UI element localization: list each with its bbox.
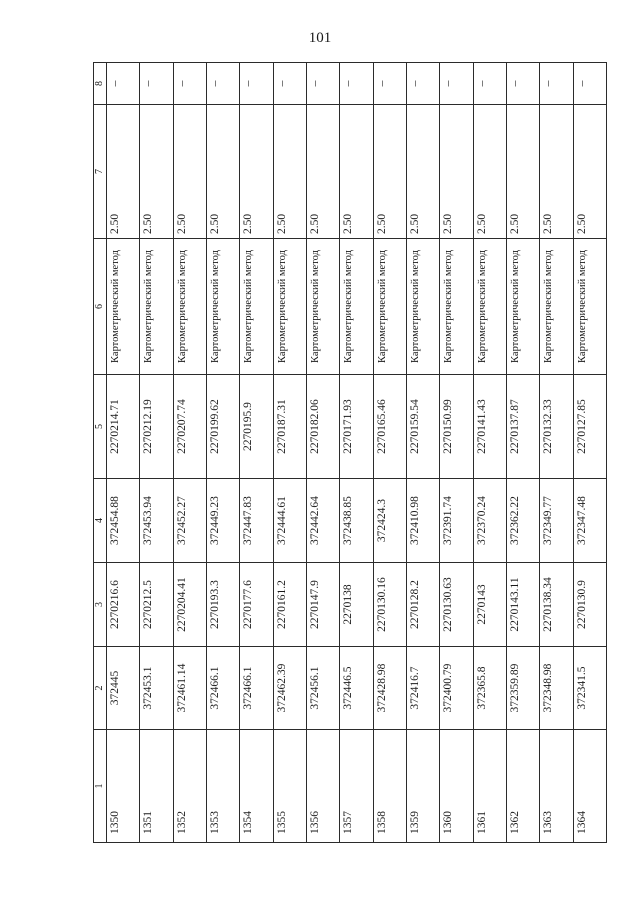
column-header: 6	[94, 239, 107, 375]
column-header: 2	[94, 647, 107, 730]
table-cell: 372456.1	[306, 647, 339, 730]
table-cell: 372444.61	[273, 479, 306, 563]
table-cell: 372349.77	[540, 479, 573, 563]
table-cell: 1361	[473, 730, 506, 843]
table-row	[373, 63, 406, 843]
table-cell: 2.50	[440, 105, 473, 239]
table-cell: Картометрический метод	[573, 239, 606, 375]
table-cell: –	[273, 63, 306, 105]
table-cell: –	[406, 63, 439, 105]
table-cell: 2270128.2	[406, 563, 439, 647]
table-cell: 372391.74	[440, 479, 473, 563]
table-cell: 372341.5	[573, 647, 606, 730]
table-cell: 2270141.43	[473, 375, 506, 479]
table-cell: 2.50	[306, 105, 339, 239]
table-row	[306, 63, 339, 843]
table-cell: 2270161.2	[273, 563, 306, 647]
table-cell: 2270150.99	[440, 375, 473, 479]
table-cell: 2270138.34	[540, 563, 573, 647]
table-cell: 1350	[107, 730, 140, 843]
table-row	[107, 63, 140, 843]
table-cell: 2.50	[173, 105, 206, 239]
table-cell: –	[473, 63, 506, 105]
coordinates-table	[93, 62, 607, 843]
table-cell: 372442.64	[306, 479, 339, 563]
table-cell: 372453.94	[140, 479, 173, 563]
page-number: 101	[308, 30, 332, 46]
table-cell: 372438.85	[340, 479, 373, 563]
table-cell: 372462.39	[273, 647, 306, 730]
table-cell: –	[340, 63, 373, 105]
table-cell: 2270130.9	[573, 563, 606, 647]
table-cell: 2270130.63	[440, 563, 473, 647]
table-cell: 2.50	[506, 105, 539, 239]
table-cell: 2.50	[107, 105, 140, 239]
table-cell: 372445	[107, 647, 140, 730]
table-cell: 372461.14	[173, 647, 206, 730]
column-header: 4	[94, 479, 107, 563]
table-cell: 2270212.19	[140, 375, 173, 479]
table-cell: 2270130.16	[373, 563, 406, 647]
table-cell: 2270137.87	[506, 375, 539, 479]
column-header: 5	[94, 375, 107, 479]
column-header: 1	[94, 730, 107, 843]
table-cell: 1357	[340, 730, 373, 843]
table-cell: 2270182.06	[306, 375, 339, 479]
table-cell: 2270187.31	[273, 375, 306, 479]
table-cell: 2270212.5	[140, 563, 173, 647]
table-cell: 1363	[540, 730, 573, 843]
table-cell: 1351	[140, 730, 173, 843]
table-row	[206, 63, 239, 843]
table-cell: 1359	[406, 730, 439, 843]
table-row	[273, 63, 306, 843]
table-cell: 372400.79	[440, 647, 473, 730]
table-cell: 372466.1	[206, 647, 239, 730]
table-cell: 1356	[306, 730, 339, 843]
table-cell: 1358	[373, 730, 406, 843]
table-cell: 372347.48	[573, 479, 606, 563]
table-cell: –	[540, 63, 573, 105]
table-cell: 2270216.6	[107, 563, 140, 647]
table-cell: 372446.5	[340, 647, 373, 730]
table-cell: 372454.88	[107, 479, 140, 563]
column-header: 3	[94, 563, 107, 647]
header-row	[94, 63, 107, 843]
table-cell: 1353	[206, 730, 239, 843]
table-cell: 372362.22	[506, 479, 539, 563]
table-cell: 372416.7	[406, 647, 439, 730]
table-cell: 2270138	[340, 563, 373, 647]
table-row	[173, 63, 206, 843]
table-row	[506, 63, 539, 843]
table-cell: 2.50	[573, 105, 606, 239]
table-cell: Картометрический метод	[373, 239, 406, 375]
table-cell: 2270207.74	[173, 375, 206, 479]
table-row	[540, 63, 573, 843]
table-cell: 2270171.93	[340, 375, 373, 479]
table-cell: –	[206, 63, 239, 105]
column-header: 8	[94, 63, 107, 105]
table-cell: 372447.83	[240, 479, 273, 563]
table-row	[573, 63, 606, 843]
table-cell: 2.50	[373, 105, 406, 239]
table-cell: 2.50	[340, 105, 373, 239]
table-cell: Картометрический метод	[506, 239, 539, 375]
table-cell: 372359.89	[506, 647, 539, 730]
table-cell: 2270143	[473, 563, 506, 647]
table-cell: Картометрический метод	[173, 239, 206, 375]
table-cell: 2.50	[273, 105, 306, 239]
table-cell: 2270127.85	[573, 375, 606, 479]
table-cell: Картометрический метод	[206, 239, 239, 375]
table-row	[440, 63, 473, 843]
table-cell: 1355	[273, 730, 306, 843]
table-cell: 372370.24	[473, 479, 506, 563]
table-cell: Картометрический метод	[273, 239, 306, 375]
table-cell: 1364	[573, 730, 606, 843]
table-row	[473, 63, 506, 843]
table-cell: –	[573, 63, 606, 105]
table-cell: 2270147.9	[306, 563, 339, 647]
table-cell: 372348.98	[540, 647, 573, 730]
table-cell: –	[140, 63, 173, 105]
table-cell: 372410.98	[406, 479, 439, 563]
table-row	[406, 63, 439, 843]
table-cell: 2270177.6	[240, 563, 273, 647]
table-cell: 2270204.41	[173, 563, 206, 647]
table-cell: 372466.1	[240, 647, 273, 730]
table-row	[140, 63, 173, 843]
table-cell: 372452.27	[173, 479, 206, 563]
table-cell: Картометрический метод	[406, 239, 439, 375]
table-cell: Картометрический метод	[473, 239, 506, 375]
table-cell: 2270195.9	[240, 375, 273, 479]
table-cell: 2.50	[240, 105, 273, 239]
table-cell: Картометрический метод	[240, 239, 273, 375]
table-cell: Картометрический метод	[440, 239, 473, 375]
table-cell: 2270143.11	[506, 563, 539, 647]
table-cell: –	[173, 63, 206, 105]
table-cell: 2270165.46	[373, 375, 406, 479]
table-cell: –	[240, 63, 273, 105]
table-cell: 2270132.33	[540, 375, 573, 479]
table-cell: 1360	[440, 730, 473, 843]
table-cell: 1354	[240, 730, 273, 843]
table-cell: Картометрический метод	[306, 239, 339, 375]
table-cell: 2270214.71	[107, 375, 140, 479]
table-cell: 2.50	[406, 105, 439, 239]
table-cell: 1362	[506, 730, 539, 843]
table-cell: 2.50	[540, 105, 573, 239]
table-cell: Картометрический метод	[140, 239, 173, 375]
table-cell: –	[107, 63, 140, 105]
table-cell: –	[373, 63, 406, 105]
table-cell: Картометрический метод	[340, 239, 373, 375]
table-cell: 2270199.62	[206, 375, 239, 479]
table-cell: –	[506, 63, 539, 105]
table-cell: 2.50	[206, 105, 239, 239]
table-cell: 372453.1	[140, 647, 173, 730]
table-cell: 2.50	[473, 105, 506, 239]
table-cell: 1352	[173, 730, 206, 843]
table-cell: Картометрический метод	[107, 239, 140, 375]
table-row	[240, 63, 273, 843]
table-cell: 372428.98	[373, 647, 406, 730]
table-cell: Картометрический метод	[540, 239, 573, 375]
table-cell: 372365.8	[473, 647, 506, 730]
table-cell: 2270193.3	[206, 563, 239, 647]
table-cell: 372449.23	[206, 479, 239, 563]
table-row	[340, 63, 373, 843]
table-cell: 2.50	[140, 105, 173, 239]
table-cell: 372424.3	[373, 479, 406, 563]
rotated-table-wrapper	[93, 63, 607, 843]
column-header: 7	[94, 105, 107, 239]
table-cell: 2270159.54	[406, 375, 439, 479]
table-cell: –	[306, 63, 339, 105]
table-cell: –	[440, 63, 473, 105]
